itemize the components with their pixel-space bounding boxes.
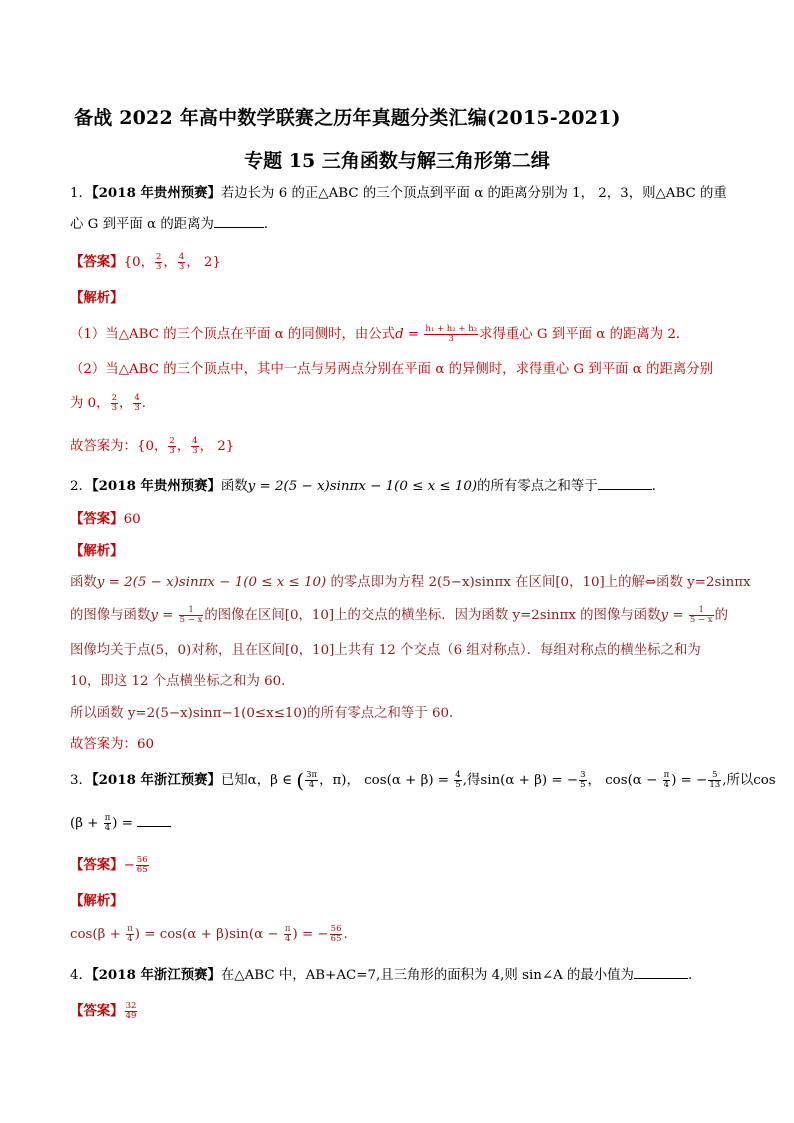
question-text: ， cos(α −: [587, 773, 662, 788]
question-source: 【2018 年贵州预赛】: [91, 185, 221, 201]
formula: y =: [150, 608, 178, 623]
question-text: ,得sin(α + β) = −: [462, 773, 579, 788]
denominator: 4: [308, 780, 315, 790]
denominator: 5: [455, 780, 461, 790]
numerator: 3: [580, 770, 586, 780]
analysis-label: 【解析】: [70, 893, 124, 909]
denominator: 3: [169, 446, 175, 456]
fraction: [424, 325, 478, 344]
question-text: ，π)， cos(α + β) =: [319, 773, 454, 788]
question-1-solution-3: [70, 394, 730, 414]
fraction: [179, 606, 204, 625]
numerator: π: [284, 924, 291, 934]
denominator: 5 − x: [689, 615, 713, 625]
question-text: 心 G 到平面 α 的距离为: [70, 217, 214, 232]
answer-blank: [214, 215, 264, 228]
question-1-analysis-label: [70, 288, 730, 309]
fraction: [689, 606, 714, 625]
final-text: 故答案为：60: [70, 737, 154, 752]
question-1-answer: [70, 252, 730, 273]
answer-text: ， 2}: [186, 255, 221, 270]
fraction: [191, 437, 198, 456]
denominator: 4: [663, 780, 670, 790]
fraction: [125, 1002, 138, 1021]
fraction: [663, 771, 671, 790]
solution-text: ．: [141, 396, 156, 411]
numerator: 32: [125, 1001, 137, 1011]
solution-text: 所以函数 y=2(5−x)sinπ−1(0≤x≤10)的所有零点之和等于 60．: [70, 706, 463, 721]
question-text: ) =: [112, 816, 138, 831]
formula: y = 2(5 − x)sinπx − 1(0 ≤ x ≤ 10): [247, 479, 478, 494]
question-text: 若边长为 6 的正△ABC 的三个顶点到平面 α 的距离分别为 1， 2，3，则△ABC 的重: [220, 186, 727, 201]
left-paren: (: [296, 768, 305, 793]
numerator: h₁ + h₂ + h₃: [425, 324, 478, 334]
answer-blank: [634, 966, 688, 979]
question-2-solution-3: [70, 641, 730, 661]
formula: d =: [395, 327, 424, 342]
question-text: 已知α，β ∈: [220, 773, 297, 788]
fraction: [178, 253, 185, 272]
question-source: 【2018 年浙江预赛】: [91, 772, 221, 788]
answer-label: 【答案】: [70, 857, 124, 873]
formula: y = 2(5 − x)sinπx − 1(0 ≤ x ≤ 10): [96, 575, 327, 590]
question-text: ,所以cos: [722, 773, 776, 788]
question-4-line-1: [70, 965, 730, 986]
question-source: 【2018 年贵州预赛】: [91, 478, 221, 494]
question-3-answer: [70, 855, 730, 876]
question-4-answer: [70, 1001, 730, 1022]
analysis-label: 【解析】: [70, 543, 124, 559]
final-text: 故答案为：{0，: [70, 439, 168, 454]
numerator: 4: [178, 252, 185, 262]
question-3-analysis-label: [70, 891, 730, 912]
question-number: 4．: [70, 968, 92, 983]
fraction: [136, 856, 149, 875]
question-1-solution-2: [70, 360, 730, 380]
numerator: 56: [330, 924, 342, 934]
answer-text: 60: [123, 512, 141, 527]
question-1-final: [70, 437, 730, 457]
fraction: [454, 771, 461, 790]
question-number: 1．: [70, 186, 92, 201]
fraction: [111, 394, 118, 413]
numerator: 3π: [306, 770, 318, 780]
solution-text: 函数: [70, 575, 97, 590]
fraction: [305, 771, 318, 790]
numerator: 2: [169, 436, 175, 446]
fraction: [708, 771, 721, 790]
numerator: 1: [689, 606, 714, 616]
fraction: [155, 253, 162, 272]
question-text: .: [687, 968, 693, 983]
question-number: 3．: [70, 773, 92, 788]
question-2-answer: [70, 509, 730, 530]
fraction: [168, 437, 175, 456]
solution-text: 的: [714, 608, 728, 623]
denominator: 3: [192, 446, 198, 456]
document-title: 备战 2022 年高中数学联赛之历年真题分类汇编(2015-2021): [74, 107, 621, 129]
denominator: 3: [448, 334, 454, 344]
solution-text: cos(β +: [70, 927, 126, 942]
question-text: ) = −: [671, 773, 708, 788]
numerator: 4: [134, 393, 140, 403]
question-1-line-1: [70, 183, 730, 204]
fraction: [579, 771, 586, 790]
question-source: 【2018 年浙江预赛】: [91, 967, 221, 983]
answer-blank: [137, 814, 171, 827]
document-subtitle: 专题 15 三角函数与解三角形第二缉: [244, 150, 550, 172]
answer-blank: [598, 477, 652, 490]
solution-text: 的图像与函数: [70, 608, 151, 623]
formula: y =: [660, 608, 688, 623]
fraction: [330, 925, 343, 944]
denominator: 65: [136, 865, 148, 875]
numerator: π: [663, 770, 670, 780]
final-text: ， 2}: [199, 439, 235, 454]
denominator: 3: [156, 262, 162, 272]
numerator: 1: [179, 606, 204, 616]
fraction: [104, 814, 112, 833]
numerator: π: [104, 813, 111, 823]
denominator: 4: [284, 934, 291, 944]
question-2-solution-5: [70, 704, 730, 724]
denominator: 3: [178, 262, 185, 272]
answer-label: 【答案】: [70, 254, 124, 270]
question-2-analysis-label: [70, 541, 730, 562]
question-1-solution-1: [70, 325, 730, 345]
fraction: [133, 394, 140, 413]
question-text: 函数: [220, 479, 248, 494]
question-1-line-2: 心 G 到平面 α 的距离为 ．: [70, 217, 278, 232]
denominator: 3: [111, 403, 117, 413]
solution-text: ，: [118, 396, 133, 411]
denominator: 4: [127, 934, 133, 944]
denominator: 4: [104, 823, 111, 833]
question-2-final: [70, 735, 730, 755]
question-text: (β +: [70, 816, 103, 831]
denominator: 65: [330, 934, 342, 944]
denominator: 13: [709, 780, 721, 790]
fraction: [284, 925, 292, 944]
solution-text: ) = cos(α + β)sin(α −: [134, 927, 283, 942]
numerator: 2: [156, 252, 162, 262]
numerator: 2: [111, 393, 117, 403]
answer-label: 【答案】: [70, 511, 124, 527]
answer-text: ，: [163, 255, 177, 270]
answer-text: −: [123, 858, 135, 873]
denominator: 3: [134, 403, 140, 413]
question-number: 2．: [70, 479, 92, 494]
solution-text: 的图像在区间[0，10]上的交点的横坐标．因为函数 y=2sinπx 的图像与函数: [204, 608, 661, 623]
numerator: 4: [455, 770, 461, 780]
solution-text: （2）当△ABC 的三个顶点中，其中一点与另两点分别在平面 α 的异侧时，求得重心 G 到平面 α 的距离分别: [70, 362, 714, 377]
fraction: [126, 925, 134, 944]
solution-text: 10，即这 12 个点横坐标之和为 60．: [70, 674, 295, 689]
question-3-line-1: [70, 768, 776, 793]
analysis-label: 【解析】: [70, 290, 124, 306]
numerator: π: [127, 924, 133, 934]
denominator: 5 − x: [179, 615, 203, 625]
question-3-line-2: [70, 814, 730, 834]
question-2-line-1: 2．【2018 年贵州预赛】函数y = 2(5 − x)sinπx − 1(0 ≤ x ≤ 10)的所有零点之和等于 ．: [70, 478, 666, 494]
final-text: ，: [176, 439, 191, 454]
numerator: 4: [192, 436, 198, 446]
solution-text: 图像均关于点(5，0)对称，且在区间[0，10]上共有 12 个交点（6 组对称点）．每组对称点的横坐标之和为: [70, 643, 701, 658]
solution-text: 的零点即为方程 2(5−x)sinπx 在区间[0，10]上的解⇔函数 y=2sinπx: [326, 575, 751, 590]
denominator: 5: [580, 780, 586, 790]
question-2-solution-2: [70, 606, 730, 626]
numerator: 5: [708, 771, 721, 781]
solution-text: （1）当△ABC 的三个顶点在平面 α 的同侧时，由公式: [70, 327, 396, 342]
solution-text: 求得重心 G 到平面 α 的距离为 2．: [479, 327, 690, 342]
question-text: 在△ABC 中，AB+AC=7,且三角形的面积为 4,则 sin∠A 的最小值为: [220, 968, 634, 983]
question-3-solution: [70, 925, 730, 945]
numerator: 56: [136, 855, 148, 865]
question-text: 的所有零点之和等于: [477, 479, 598, 494]
answer-text: {0，: [123, 255, 154, 270]
solution-text: ) = −: [292, 927, 329, 942]
question-2-solution-1: [70, 573, 751, 593]
denominator: 49: [125, 1011, 137, 1021]
question-2-solution-4: [70, 672, 730, 692]
solution-text: 为 0，: [70, 396, 110, 411]
answer-label: 【答案】: [70, 1003, 124, 1019]
solution-text: .: [343, 927, 348, 942]
